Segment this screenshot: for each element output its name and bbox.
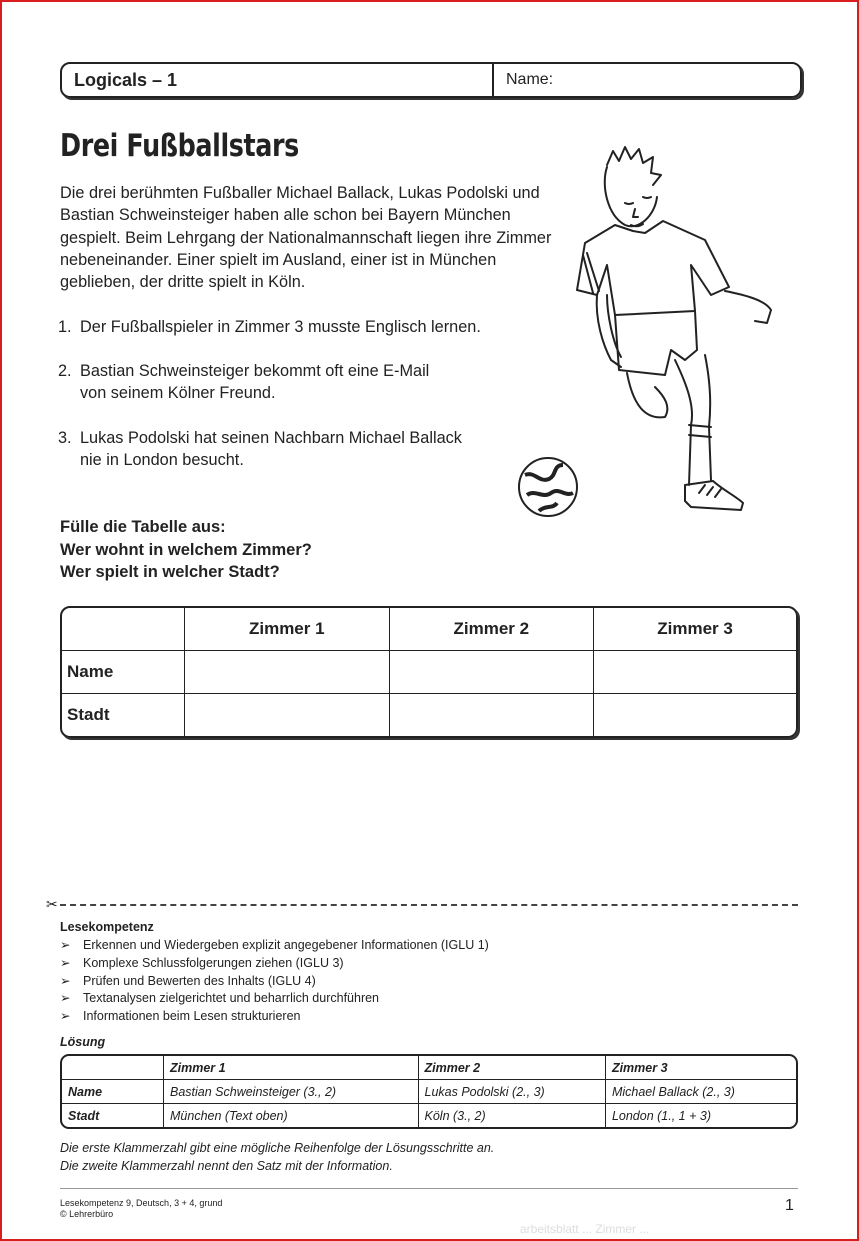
list-item: ➢ Erkennen und Wiedergeben explizit angegebener Informationen (IGLU 1) (60, 937, 489, 955)
note-line: Die erste Klammerzahl gibt eine mögliche Reihenfolge der Lösungsschritte an. (60, 1141, 495, 1155)
answer-table (60, 606, 798, 738)
row-label: Name (62, 1080, 164, 1104)
column-header: Zimmer 3 (594, 608, 796, 651)
scissors-icon: ✂ (46, 896, 58, 912)
list-item: ➢ Prüfen und Bewerten des Inhalts (IGLU 4) (60, 973, 489, 991)
task-line: Wer spielt in welcher Stadt? (60, 563, 280, 581)
clue-number: 2. (58, 362, 72, 380)
column-header: Zimmer 1 (164, 1056, 419, 1080)
row-label: Stadt (62, 694, 185, 736)
clue-text: Bastian Schweinsteiger bekommt oft eine E-Mail von seinem Kölner Freund. (80, 362, 430, 403)
answer-cell[interactable] (185, 651, 390, 694)
clue-2 (60, 360, 429, 405)
task-line: Wer wohnt in welchem Zimmer? (60, 540, 312, 559)
row-label: Name (62, 651, 185, 694)
solution-table (60, 1054, 798, 1129)
list-item: ➢ Informationen beim Lesen strukturieren (60, 1008, 489, 1026)
footer-credits (60, 1198, 222, 1220)
page-number: 1 (785, 1197, 794, 1214)
task-line: Fülle die Tabelle aus: (60, 518, 226, 536)
task-instructions (60, 516, 312, 584)
cut-line (60, 904, 798, 906)
corner-cell (62, 608, 185, 651)
column-header: Zimmer 3 (606, 1056, 796, 1080)
solution-cell: Köln (3., 2) (419, 1104, 606, 1127)
intro-paragraph: Die drei berühmten Fußballer Michael Ballack, Lukas Podolski und Bastian Schweinsteiger haben alle schon bei Bayern München gespielt. Beim Lehrgang der Nationalmannschaft liegen ihre Zimmer nebeneinander. Einer spielt im Ausland, einer ist in München geblieben, der dritte spielt in Köln. (60, 184, 552, 292)
corner-cell (62, 1056, 164, 1080)
column-header: Zimmer 2 (419, 1056, 606, 1080)
footer-line: Lesekompetenz 9, Deutsch, 3 + 4, grund (60, 1198, 223, 1208)
header-box (60, 62, 802, 98)
solution-cell: London (1., 1 + 3) (611, 1108, 711, 1123)
clue-text: Der Fußballspieler in Zimmer 3 musste Englisch lernen. (80, 318, 481, 336)
clue-number: 3. (58, 429, 72, 447)
solution-cell: Bastian Schweinsteiger (3., 2) (164, 1080, 419, 1104)
clue-3 (60, 427, 462, 472)
solution-heading: Lösung (60, 1035, 106, 1049)
footer-divider (60, 1188, 798, 1189)
page-title: Drei Fußballstars (60, 128, 299, 164)
answer-cell[interactable] (185, 694, 390, 736)
clue-1 (60, 316, 481, 338)
solution-cell: Michael Ballack (2., 3) (606, 1080, 796, 1104)
answer-cell[interactable] (390, 694, 595, 736)
solution-cell: Lukas Podolski (2., 3) (419, 1080, 606, 1104)
list-item: ➢ Komplexe Schlussfolgerungen ziehen (IGLU 3) (60, 955, 489, 973)
watermark-text: arbeitsblatt ... Zimmer ... (520, 1222, 650, 1236)
name-field[interactable]: Name: (506, 71, 554, 88)
answer-cell[interactable] (390, 651, 595, 694)
clue-number: 1. (58, 318, 72, 336)
row-label: Stadt (62, 1104, 164, 1127)
football-player-illustration (515, 145, 785, 520)
answer-cell[interactable] (594, 651, 796, 694)
solution-cell: München (Text oben) (164, 1104, 419, 1127)
competence-list (60, 937, 489, 1026)
note-line: Die zweite Klammerzahl nennt den Satz mit der Information. (60, 1159, 393, 1173)
solution-note (60, 1139, 494, 1175)
column-header: Zimmer 2 (390, 608, 595, 651)
worksheet-label: Logicals – 1 (62, 64, 494, 96)
answer-cell[interactable] (594, 694, 796, 736)
footer-line: © Lehrerbüro (60, 1209, 114, 1219)
competence-heading: Lesekompetenz (60, 920, 154, 934)
list-item: ➢ Textanalysen zielgerichtet und beharrlich durchführen (60, 990, 489, 1008)
column-header: Zimmer 1 (185, 608, 390, 651)
clue-text: Lukas Podolski hat seinen Nachbarn Michael Ballack nie in London besucht. (80, 429, 462, 470)
